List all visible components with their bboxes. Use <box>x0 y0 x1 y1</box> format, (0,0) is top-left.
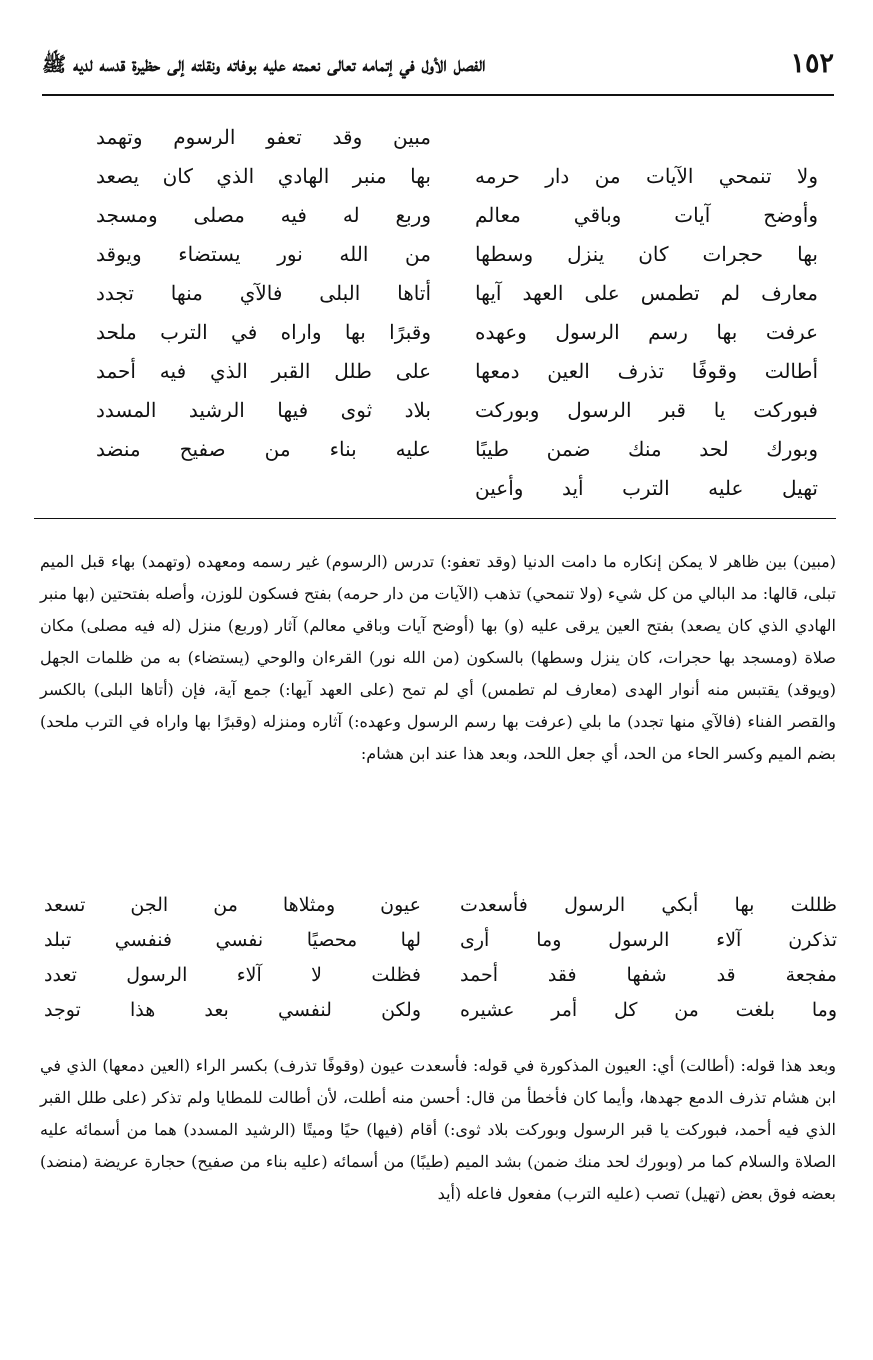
verse-hemistich: عليه بناء من صفيح منضد <box>96 437 431 461</box>
verse-hemistich: مبين وقد تعفو الرسوم وتهمد <box>96 125 431 149</box>
quoted-verse-hemistich: ولكن لنفسي بعد هذا توجد <box>44 999 421 1021</box>
verse-hemistich: أطالت وقوفًا تذرف العين دمعها <box>475 359 818 383</box>
quoted-verse-hemistich: تذكرن آلاء الرسول وما أرى <box>460 929 837 951</box>
verse-hemistich: بها منبر الهادي الذي كان يصعد <box>96 164 431 188</box>
verse-hemistich: وربع له فيه مصلى ومسجد <box>96 203 431 227</box>
quoted-verse-hemistich: وما بلغت من كل أمر عشيره <box>460 999 837 1021</box>
verse-hemistich: فبوركت يا قبر الرسول وبوركت <box>475 398 818 422</box>
poem-first-hemistichs <box>475 157 818 508</box>
quoted-verse-hemistich: عيون ومثلاها من الجن تسعد <box>44 894 421 916</box>
page-header <box>42 44 834 96</box>
verse-hemistich: وقبرًا بها واراه في الترب ملحد <box>96 320 431 344</box>
verse-hemistich: ولا تنمحي الآيات من دار حرمه <box>475 164 818 188</box>
quoted-verse-hemistich: لها محصيًا نفسي فنفسي تبلد <box>44 929 421 951</box>
page-number: ١٥٢ <box>790 48 834 79</box>
verse-hemistich: من الله نور يستضاء ويوقد <box>96 242 431 266</box>
chapter-title: الفصل الأول في إتمامه تعالى نعمته عليه بوفاته ونقلته إلى حظيرة قدسه لديه ﷺ <box>42 52 486 76</box>
quoted-verse-hemistich: ظللت بها أبكي الرسول فأسعدت <box>460 894 837 916</box>
quoted-verse-hemistich: فظلت لا آلاء الرسول تعدد <box>44 964 421 986</box>
verse-hemistich: معارف لم تطمس على العهد آيها <box>475 281 818 305</box>
poem-second-hemistichs <box>96 118 431 469</box>
verse-hemistich: وبورك لحد منك ضمن طيبًا <box>475 437 818 461</box>
commentary-paragraph: وبعد هذا قوله: (أطالت) أي: العيون المذكورة في قوله: فأسعدت عيون (وقوفًا تذرف) بكسر الراء (العين دمعها) الذي في ابن هشام تذرف الدمع جهدها، وأيما كان فأخطأ من قال: أحسن منه أطلت، لأن أطالت للمطايا ولم تذكر (على طلل القبر الذي فيه أحمد، فبوركت يا قبر الرسول وبوركت بلاد ثوى:) أقام (فيها) حيًا وميتًا (الرشيد المسدد) هما من أسمائه عليه الصلاة والسلام كما مر (وبورك لحد منك ضمن) بشد الميم (طيبًا) من أسمائه (عليه بناء من صفيح) حجارة عريضة (منضد) بعضه فوق بعض (تهيل) تصب (عليه الترب) مفعول فاعله (أيد <box>40 1056 836 1203</box>
verse-hemistich: وأوضح آيات وباقي معالم <box>475 203 818 227</box>
quoted-poem-first-hemistichs <box>460 888 837 1028</box>
verse-hemistich: على طلل القبر الذي فيه أحمد <box>96 359 431 383</box>
verse-hemistich: تهيل عليه الترب أيد وأعين <box>475 476 818 500</box>
commentary-paragraph: (مبين) بين ظاهر لا يمكن إنكاره ما دامت الدنيا (وقد تعفو:) تدرس (الرسوم) غير رسمه ومعهده (وتهمد) بهاء قبل الميم تبلى، قالها: مد البالي من كل شيء (ولا تنمحي) تذهب (الآيات من دار حرمه) بفتح فسكون للوزن، وأصله بفتحتين (بها منبر الهادي الذي كان يصعد) بفتح العين يرقى عليه (و) بها (أوضح آيات وباقي معالم) آثار (وربع) منزل (له فيه مصلى) مكان صلاة (ومسجد بها حجرات، كان ينزل وسطها) بالسكون (من الله نور) القرءان والوحي (يستضاء) به من ظلمات الجهل (ويوقد) يقتبس منه أنوار الهدى (معارف لم تطمس) أي لم تمح (على العهد آيها:) جمع آية، فإن (أتاها البلى) بالكسر والقصر الفناء (فالآي منها تجدد) ما بلي (عرفت بها رسم الرسول وعهده:) آثاره ومنزله (وقبرًا بها واراه في الترب ملحد) بضم الميم وكسر الحاء من الحد، أي جعل اللحد، وبعد هذا عند ابن هشام: <box>40 552 837 763</box>
section-divider <box>34 518 836 519</box>
verse-hemistich: بلاد ثوى فيها الرشيد المسدد <box>96 398 431 422</box>
quoted-verse-hemistich: مفجعة قد شفها فقد أحمد <box>460 964 837 986</box>
verse-hemistich: عرفت بها رسم الرسول وعهده <box>475 320 818 344</box>
verse-hemistich: بها حجرات كان ينزل وسطها <box>475 242 818 266</box>
quoted-poem-second-hemistichs <box>44 888 421 1028</box>
verse-hemistich: أتاها البلى فالآي منها تجدد <box>96 281 431 305</box>
